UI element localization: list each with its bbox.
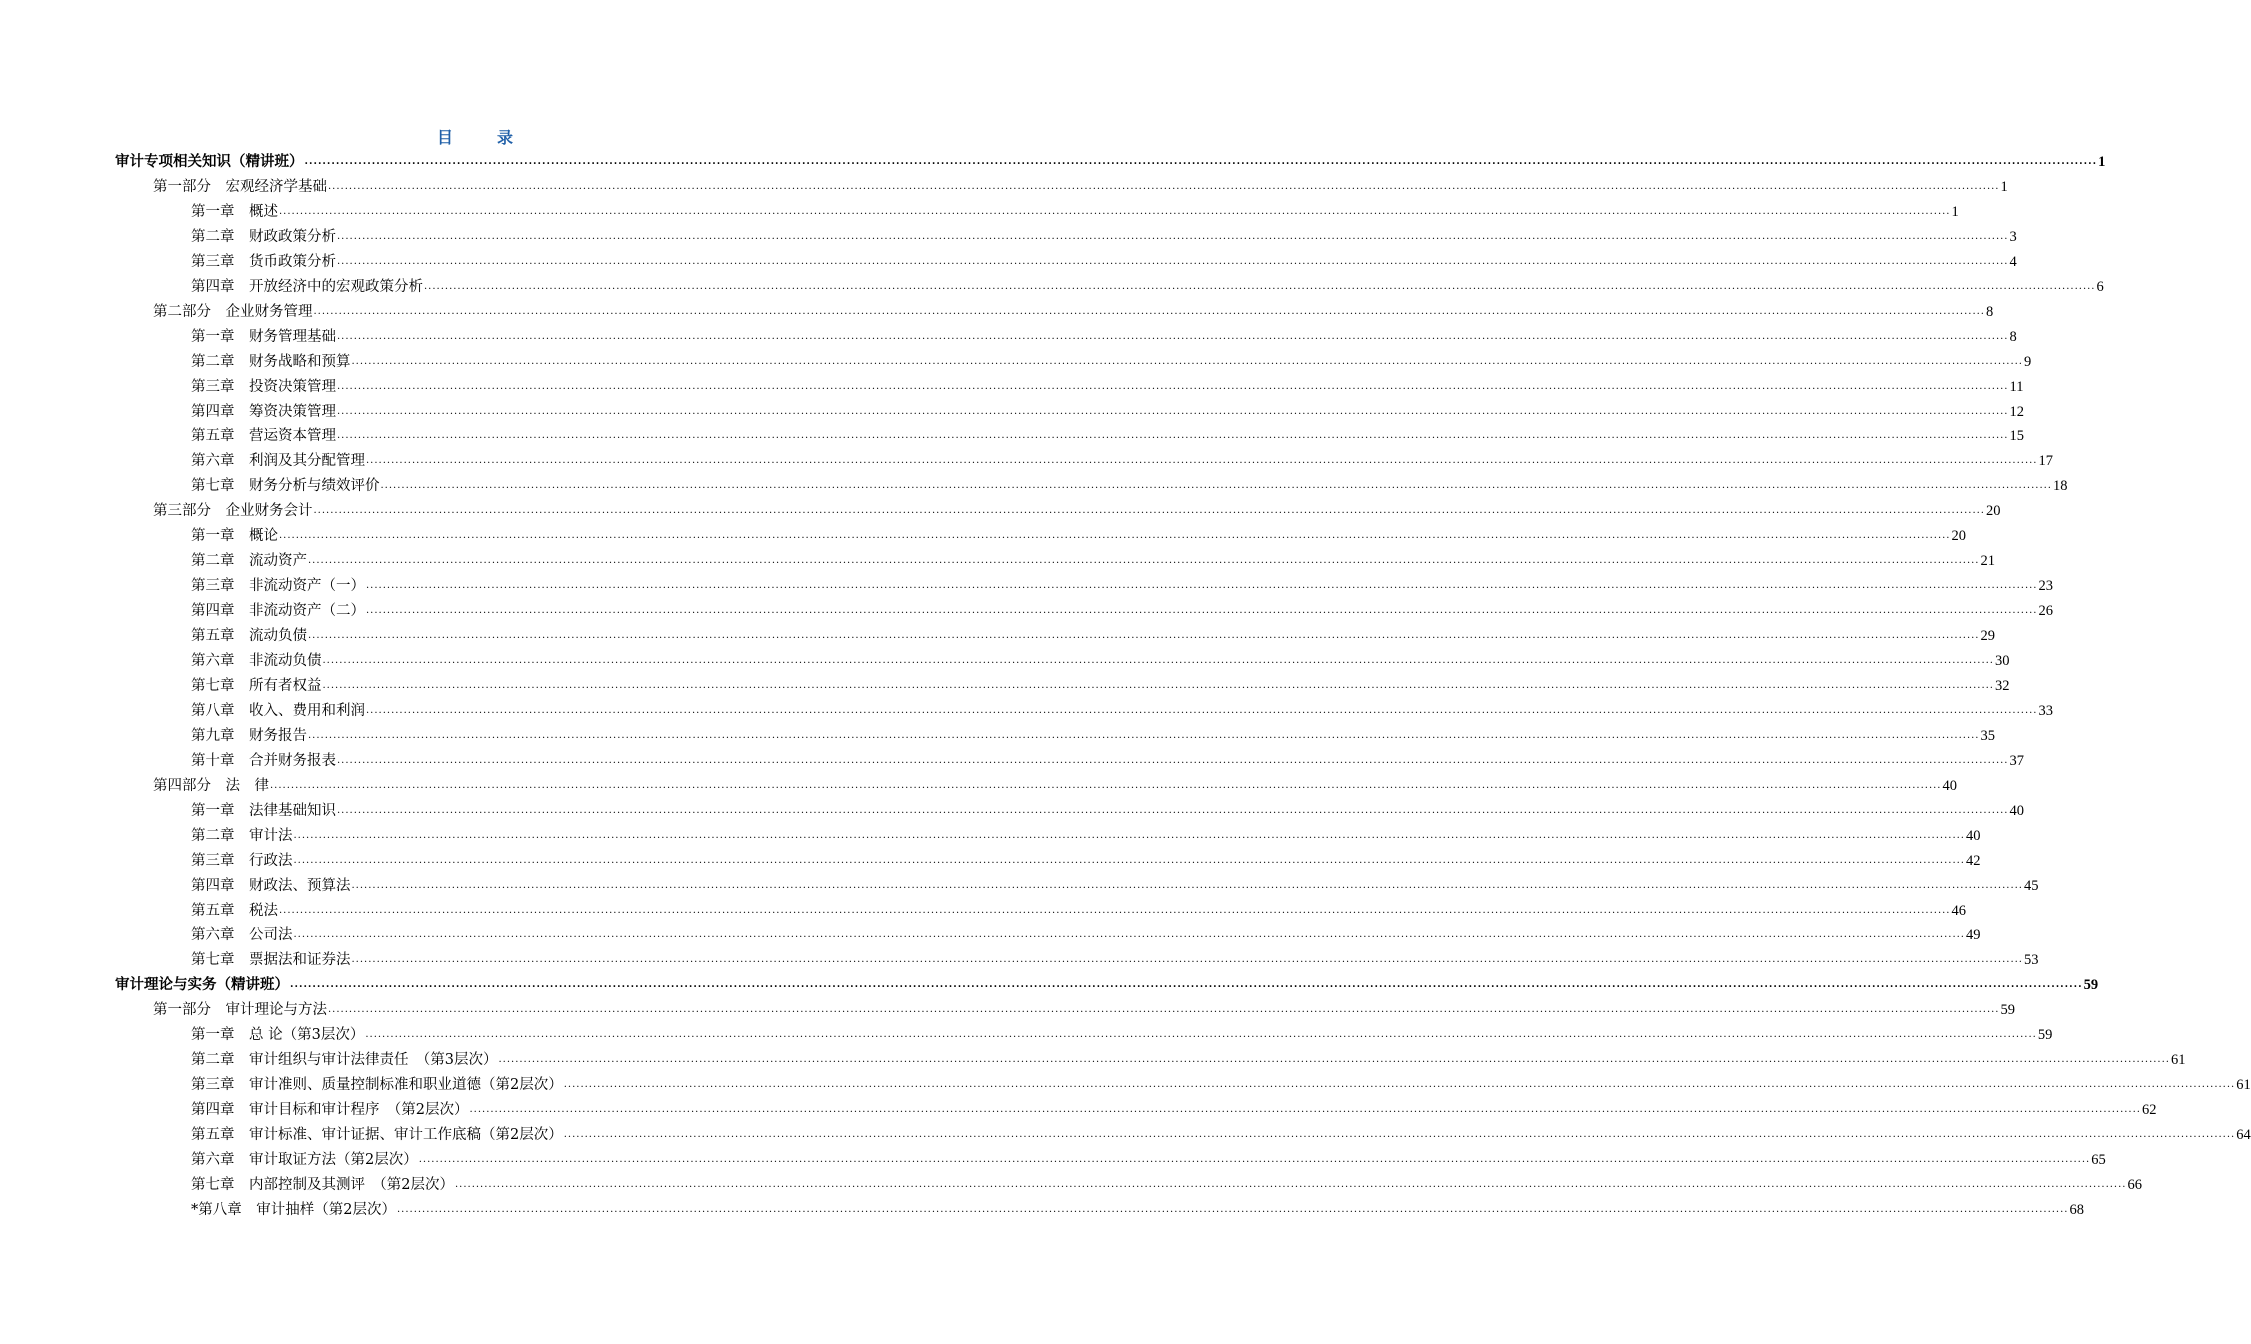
- toc-page-number: 53: [2023, 952, 2039, 969]
- toc-entry-label: 第二部分 企业财务管理: [153, 303, 313, 320]
- toc-entry-label: 第二章 财务战略和预算: [191, 353, 351, 370]
- toc-leader-dots: ................................................................................................................................................................................................................................................................................................................................................................................................................: [366, 605, 2038, 617]
- toc-entry-label: 第一章 概论: [191, 528, 278, 545]
- toc-page-number: 4: [2009, 253, 2017, 270]
- toc-leader-dots: ................................................................................................................................................................................................................................................................................................................................................................................................................: [418, 1154, 2091, 1165]
- toc-page-number: 26: [2038, 603, 2053, 620]
- toc-leader-dots: ................................................................................................................................................................................................................................................................................................................................................................................................................: [380, 480, 2052, 492]
- toc-entry[interactable]: [191, 574, 2053, 596]
- toc-page-number: 1: [2000, 178, 2008, 195]
- toc-page-number: 8: [2009, 328, 2017, 345]
- toc-entry-label: 第二章 审计组织与审计法律责任 （第3层次）: [191, 1052, 498, 1069]
- toc-entry[interactable]: [191, 400, 2024, 422]
- toc-entry[interactable]: [191, 699, 2053, 721]
- toc-leader-dots: ................................................................................................................................................................................................................................................................................................................................................................................................................: [337, 380, 2009, 392]
- toc-entry[interactable]: [115, 150, 2106, 172]
- toc-leader-dots: ................................................................................................................................................................................................................................................................................................................................................................................................................: [337, 430, 2009, 442]
- toc-entry[interactable]: [191, 549, 1995, 571]
- toc-leader-dots: ................................................................................................................................................................................................................................................................................................................................................................................................................: [365, 1029, 2037, 1041]
- toc-leader-dots: ................................................................................................................................................................................................................................................................................................................................................................................................................: [351, 879, 2023, 891]
- toc-entry[interactable]: [191, 599, 2053, 621]
- toc-page-number: 40: [1965, 827, 1981, 844]
- toc-entry[interactable]: [191, 1148, 2106, 1170]
- toc-page-number: 62: [2141, 1102, 2157, 1119]
- toc-entry-label: 第五章 审计标准、审计证据、审计工作底稿（第2层次）: [191, 1127, 563, 1144]
- toc-leader-dots: ................................................................................................................................................................................................................................................................................................................................................................................................................: [328, 1004, 2000, 1016]
- toc-leader-dots: ................................................................................................................................................................................................................................................................................................................................................................................................................: [337, 255, 2009, 267]
- toc-entry[interactable]: [191, 1173, 2142, 1195]
- toc-page-number: 8: [1985, 303, 1994, 320]
- toc-page-number: 21: [1980, 553, 1995, 570]
- toc-page-number: 17: [2038, 453, 2053, 470]
- toc-page-number: 40: [1942, 777, 1957, 794]
- toc-entry[interactable]: [191, 1023, 2053, 1045]
- toc-leader-dots: ................................................................................................................................................................................................................................................................................................................................................................................................................: [293, 829, 1965, 841]
- toc-entry[interactable]: [191, 849, 1981, 871]
- toc-leader-dots: ................................................................................................................................................................................................................................................................................................................................................................................................................: [366, 580, 2038, 592]
- toc-entry-label: 第三章 投资决策管理: [191, 378, 336, 395]
- toc-page-number: 29: [1980, 628, 1995, 645]
- toc-page-number: 59: [2037, 1027, 2053, 1044]
- toc-entry[interactable]: [191, 250, 2017, 272]
- toc-entry[interactable]: [191, 350, 2032, 372]
- toc-entry[interactable]: [191, 275, 2104, 297]
- toc-leader-dots: ................................................................................................................................................................................................................................................................................................................................................................................................................: [337, 230, 2009, 242]
- toc-entry-label: 第一章 概述: [191, 203, 278, 220]
- toc-entry-label: 第三部分 企业财务会计: [153, 503, 313, 520]
- toc-entry[interactable]: [153, 774, 1957, 796]
- toc-leader-dots: ................................................................................................................................................................................................................................................................................................................................................................................................................: [366, 455, 2038, 467]
- toc-entry[interactable]: [191, 674, 2010, 696]
- toc-entry-label: 第四章 财政法、预算法: [191, 877, 351, 894]
- toc-leader-dots: ................................................................................................................................................................................................................................................................................................................................................................................................................: [563, 1129, 2236, 1141]
- toc-page-number: 20: [1951, 528, 1966, 545]
- toc-leader-dots: ................................................................................................................................................................................................................................................................................................................................................................................................................: [396, 1203, 2069, 1215]
- toc-leader-dots: ................................................................................................................................................................................................................................................................................................................................................................................................................: [322, 679, 1994, 691]
- toc-page-number: 40: [2009, 802, 2024, 819]
- toc-entry[interactable]: [153, 998, 2015, 1020]
- toc-page-number: 23: [2038, 578, 2053, 595]
- toc-page-number: 1: [2098, 154, 2106, 170]
- toc-entry[interactable]: [191, 474, 2068, 496]
- toc-entry[interactable]: [191, 225, 2017, 247]
- toc-leader-dots: ................................................................................................................................................................................................................................................................................................................................................................................................................: [337, 804, 2009, 816]
- toc-title: 目 录: [436, 128, 527, 147]
- toc-leader-dots: ................................................................................................................................................................................................................................................................................................................................................................................................................: [293, 854, 1965, 866]
- toc-page-number: 32: [1994, 677, 2010, 694]
- toc-entry-label: 第三章 行政法: [191, 852, 293, 869]
- toc-entry[interactable]: [191, 1073, 2251, 1095]
- toc-entry[interactable]: [191, 424, 2024, 446]
- toc-entry[interactable]: [191, 1198, 2084, 1220]
- toc-entry-label: 第九章 财务报告: [191, 727, 307, 744]
- toc-entry-label: 第五章 营运资本管理: [191, 428, 336, 445]
- toc-entry[interactable]: [153, 499, 2001, 521]
- toc-page-number: 1: [1951, 203, 1959, 220]
- toc-entry[interactable]: [191, 899, 1966, 921]
- toc-page-number: 9: [2023, 353, 2032, 370]
- toc-entry[interactable]: [191, 200, 1959, 222]
- toc-entry[interactable]: [191, 749, 2024, 771]
- toc-leader-dots: ................................................................................................................................................................................................................................................................................................................................................................................................................: [337, 330, 2009, 342]
- toc-leader-dots: ................................................................................................................................................................................................................................................................................................................................................................................................................: [270, 779, 1942, 791]
- toc-entry[interactable]: [153, 300, 1994, 322]
- toc-leader-dots: ................................................................................................................................................................................................................................................................................................................................................................................................................: [313, 505, 1985, 517]
- toc-page-number: 30: [1994, 653, 2010, 669]
- toc-leader-dots: ................................................................................................................................................................................................................................................................................................................................................................................................................: [498, 1054, 2170, 1066]
- toc-page-number: 68: [2069, 1201, 2084, 1218]
- toc-entry-label: 第三章 货币政策分析: [191, 253, 336, 270]
- toc-entry[interactable]: [191, 325, 2017, 347]
- toc-page-number: 20: [1985, 503, 2001, 520]
- toc-entry[interactable]: [191, 799, 2024, 821]
- toc-page-number: 61: [2170, 1052, 2186, 1069]
- toc-entry-label: 第四部分 法 律: [153, 777, 269, 794]
- toc-entry-label: 第四章 审计目标和审计程序 （第2层次）: [191, 1102, 469, 1119]
- toc-leader-dots: ................................................................................................................................................................................................................................................................................................................................................................................................................: [308, 630, 1980, 642]
- toc-leader-dots: ................................................................................................................................................................................................................................................................................................................................................................................................................: [454, 1178, 2127, 1190]
- toc-entry-label: *第八章 审计抽样（第2层次）: [191, 1201, 396, 1218]
- toc-entry[interactable]: [191, 1123, 2251, 1145]
- toc-entry-label: 第四章 开放经济中的宏观政策分析: [191, 278, 423, 295]
- toc-leader-dots: ................................................................................................................................................................................................................................................................................................................................................................................................................: [308, 729, 1980, 741]
- toc-entry-label: 第一部分 宏观经济学基础: [153, 178, 327, 195]
- toc-entry-label: 第十章 合并财务报表: [191, 752, 336, 769]
- toc-page-number: 37: [2009, 752, 2024, 769]
- toc-page-number: 6: [2096, 278, 2104, 295]
- toc-leader-dots: ................................................................................................................................................................................................................................................................................................................................................................................................................: [279, 205, 1951, 217]
- toc-leader-dots: ................................................................................................................................................................................................................................................................................................................................................................................................................: [469, 1104, 2141, 1116]
- toc-page-number: 65: [2091, 1152, 2106, 1168]
- toc-entry-label: 第一章 财务管理基础: [191, 328, 336, 345]
- toc-leader-dots: ................................................................................................................................................................................................................................................................................................................................................................................................................: [279, 530, 1951, 542]
- toc-entry-label: 审计专项相关知识（精讲班）: [115, 153, 304, 170]
- toc-entry[interactable]: [191, 375, 2024, 397]
- toc-entry-label: 第七章 所有者权益: [191, 677, 322, 694]
- toc-page-number: 12: [2009, 403, 2024, 420]
- toc-leader-dots: ................................................................................................................................................................................................................................................................................................................................................................................................................: [304, 156, 2098, 167]
- toc-entry-label: 第三章 审计准则、质量控制标准和职业道德（第2层次）: [191, 1077, 563, 1094]
- toc-leader-dots: ................................................................................................................................................................................................................................................................................................................................................................................................................: [313, 305, 1985, 317]
- toc-page-number: 61: [2236, 1077, 2251, 1094]
- toc-leader-dots: ................................................................................................................................................................................................................................................................................................................................................................................................................: [279, 904, 1951, 916]
- toc-entry[interactable]: [191, 874, 2039, 896]
- toc-entry-label: 第一部分 审计理论与方法: [153, 1002, 327, 1019]
- toc-leader-dots: ................................................................................................................................................................................................................................................................................................................................................................................................................: [290, 979, 2083, 991]
- toc-leader-dots: ................................................................................................................................................................................................................................................................................................................................................................................................................: [337, 405, 2009, 417]
- toc-page-number: 35: [1980, 727, 1995, 744]
- toc-page-number: 46: [1951, 902, 1966, 919]
- toc-entry-label: 第五章 税法: [191, 902, 278, 919]
- toc-entry-label: 第一章 总 论（第3层次）: [191, 1027, 365, 1044]
- toc-page-number: 59: [2083, 977, 2099, 994]
- toc-entry-label: 第六章 审计取证方法（第2层次）: [191, 1152, 418, 1168]
- toc-page-number: 33: [2038, 702, 2053, 719]
- toc-entry-label: 第六章 公司法: [191, 927, 293, 944]
- toc-page-number: 11: [2009, 378, 2024, 395]
- toc-leader-dots: ................................................................................................................................................................................................................................................................................................................................................................................................................: [322, 655, 1994, 666]
- toc-entry-label: 第六章 利润及其分配管理: [191, 453, 365, 470]
- toc-page-number: 49: [1965, 927, 1981, 944]
- toc-entry-label: 第二章 财政政策分析: [191, 228, 336, 245]
- toc-page-number: 64: [2236, 1127, 2251, 1144]
- toc-entry-label: 第三章 非流动资产（一）: [191, 578, 365, 595]
- toc-page-number: 3: [2009, 228, 2017, 245]
- toc-page-number: 42: [1965, 852, 1981, 869]
- toc-page-number: 18: [2052, 478, 2068, 495]
- toc-page-number: 66: [2127, 1176, 2142, 1193]
- toc-entry[interactable]: [153, 175, 2008, 197]
- toc-leader-dots: ................................................................................................................................................................................................................................................................................................................................................................................................................: [351, 355, 2023, 367]
- toc-entry[interactable]: [191, 923, 1981, 945]
- toc-entry-label: 第四章 非流动资产（二）: [191, 603, 365, 620]
- toc-entry[interactable]: [191, 724, 1995, 746]
- toc-leader-dots: ................................................................................................................................................................................................................................................................................................................................................................................................................: [337, 754, 2009, 766]
- toc-entry-label: 审计理论与实务（精讲班）: [115, 976, 289, 994]
- toc-leader-dots: ................................................................................................................................................................................................................................................................................................................................................................................................................: [563, 1079, 2236, 1091]
- toc-leader-dots: ................................................................................................................................................................................................................................................................................................................................................................................................................: [293, 929, 1965, 941]
- toc-entry-label: 第七章 票据法和证券法: [191, 952, 351, 969]
- toc-entry-label: 第六章 非流动负债: [191, 653, 322, 669]
- toc-entry[interactable]: [191, 524, 1966, 546]
- toc-entry[interactable]: [191, 948, 2039, 970]
- toc-leader-dots: ................................................................................................................................................................................................................................................................................................................................................................................................................: [328, 180, 2000, 192]
- toc-entry-label: 第七章 内部控制及其测评 （第2层次）: [191, 1176, 454, 1193]
- toc-entry[interactable]: [191, 449, 2053, 471]
- toc-page-number: 15: [2009, 428, 2024, 445]
- toc-leader-dots: ................................................................................................................................................................................................................................................................................................................................................................................................................: [366, 704, 2038, 716]
- toc-entry-label: 第五章 流动负债: [191, 628, 307, 645]
- toc-entry-label: 第二章 流动资产: [191, 553, 307, 570]
- toc-entry[interactable]: [191, 624, 1995, 646]
- toc-page-number: 45: [2023, 877, 2039, 894]
- toc-leader-dots: ................................................................................................................................................................................................................................................................................................................................................................................................................: [351, 954, 2023, 966]
- toc-page-number: 59: [2000, 1002, 2015, 1019]
- toc-entry-label: 第八章 收入、费用和利润: [191, 702, 365, 719]
- toc-entry[interactable]: [191, 1098, 2157, 1120]
- toc-entry-label: 第四章 筹资决策管理: [191, 403, 336, 420]
- toc-leader-dots: ................................................................................................................................................................................................................................................................................................................................................................................................................: [308, 555, 1980, 567]
- toc-entry[interactable]: [191, 824, 1981, 846]
- toc-entry-label: 第二章 审计法: [191, 827, 293, 844]
- toc-entry-label: 第一章 法律基础知识: [191, 802, 336, 819]
- toc-entry-label: 第七章 财务分析与绩效评价: [191, 478, 380, 495]
- toc-entry[interactable]: [115, 973, 2099, 995]
- toc-entry[interactable]: [191, 649, 2010, 671]
- toc-entry[interactable]: [191, 1048, 2186, 1070]
- toc-leader-dots: ................................................................................................................................................................................................................................................................................................................................................................................................................: [424, 280, 2096, 292]
